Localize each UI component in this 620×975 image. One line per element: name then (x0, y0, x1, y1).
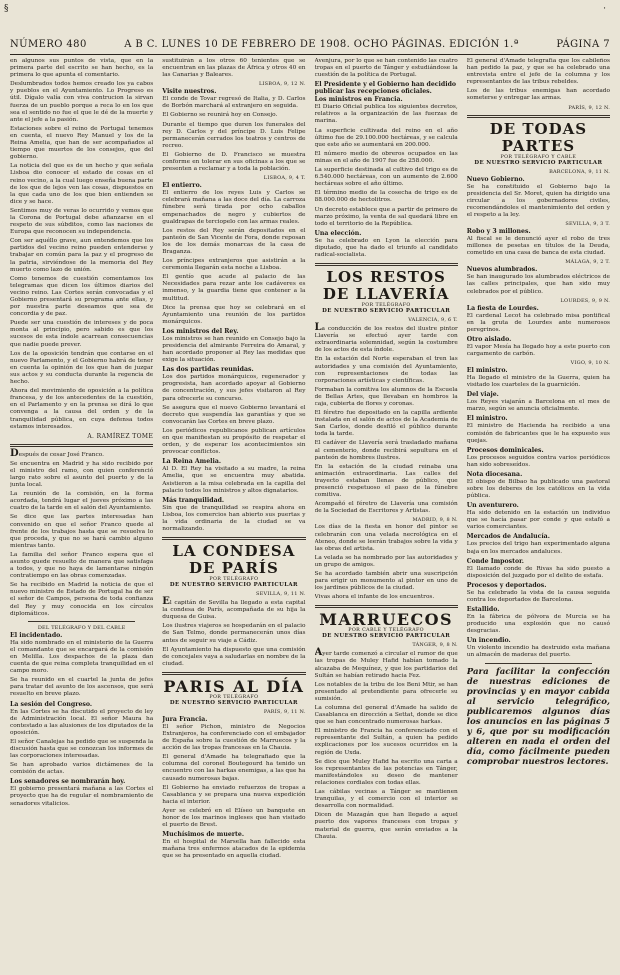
column-1-paragraph: Ha sido nombrado en el ministerio de la Guerra el comandante que se encargará de la comisión en Melilla. Los despachos de la plaza dan cuenta de que reina completa tranquilidad en el campo moro. (10, 639, 154, 675)
column-2-paragraph: El Gobierno de D. Francisco se muestra conforme en tolerar en sus oficinas a los que se presenten a reclamar y a toda la población. (162, 151, 306, 173)
column-2-paragraph: El general d'Amade ha telegrafiado que la columna del coronel Boutegourd ha tenido un encuentro con las harkas enemigas, a las que ha causado numerosas bajas. (162, 754, 306, 782)
column-2-paragraph: Los ministros se han reunido en Consejo bajo la presidencia del almirante Ferreira do Amaral, y han acordado proponer al Rey las medidas que exige la situación. (162, 335, 306, 364)
column-4-paragraph: Al fiscal se le denunció ayer el robo de tres millones de pesetas en títulos de la Deuda, cometido en una casa de banca de esta ciudad. (466, 236, 610, 257)
column-2-paragraph: Se asegura que el nuevo Gobierno levantará el decreto que suspendía las garantías y que se convocarán las Cortes en breve plazo. (162, 404, 306, 425)
section-title-paris: PARIS AL DÍA (163, 676, 305, 696)
column-3-paragraph: Vivas ahora el infante de los encuentros. (314, 594, 435, 601)
subheading: Los ministros del Rey. (162, 327, 239, 335)
column-3-paragraph: La velada se ha nombrado por las autoridades y un grupo de amigos. (314, 554, 458, 568)
column-3-paragraph: Acompañó el féretro de Llavería una comisión de la Sociedad de Escritores y Artistas. (314, 501, 458, 515)
column-4-paragraph: Ha sido detenido en la estación un individuo que se hacía pasar por conde y que estafó a varios comerciantes. (466, 510, 610, 531)
column-2-paragraph: Los ilustres viajeros se hospedarán en el palacio de San Telmo, donde permanecerán unos días antes de seguir su viaje a Cádiz. (162, 623, 306, 644)
section-divider (467, 115, 610, 118)
subheading: El ministro. (466, 367, 508, 375)
subheading: Conde Impostor. (466, 557, 524, 565)
column-2-paragraph: El Gobierno ha enviado refuerzos de tropas a Casablanca y se prepara una nueva expedición hacia el interior. (162, 784, 306, 805)
column-4-paragraph: Los precios del trigo han experimentado alguna baja en los mercados andaluces. (466, 541, 610, 555)
column-4-paragraph: Un violento incendio ha destruido esta mañana un almacén de maderas del puerto. (466, 645, 610, 659)
column-4-paragraph: Se ha constituido el Gobierno bajo la presidencia del Sr. Moret, quien ha dirigido una circular a los gobernadores civiles, recomendándoles el mantenimiento del orden y el respeto a la ley. (466, 183, 610, 218)
column-3-paragraph: El cadáver de Llavería será trasladado mañana al cementerio, donde recibirá sepultura en el panteón de hombres ilustres. (314, 440, 458, 461)
subheading: Una elección. (314, 229, 362, 237)
column-1-paragraph: La reunión de la comisión, en la forma acordada, tendrá lugar el jueves próximo a las cuatro de la tarde en el salón del Ayuntamiento. (10, 491, 154, 512)
dateline: VIGO, 9, 10 N. (570, 360, 610, 367)
column-2-paragraph: El conde de Tovar regresó de Italia, y D. Carlos de Borbón marchará al extranjero en seguida. (162, 96, 306, 110)
subheading: La Reina Amelia. (162, 458, 222, 466)
column-2-paragraph: El entierro de los reyes Luis y Carlos se celebrará mañana a las doce del día. La carroza fúnebre será tirada por ocho caballos empenachados de negro y cubiertos de gualdrapas de terciopelo con las armas reales. (162, 190, 306, 225)
column-1-paragraph: Deslumbrados todos hemos creado los ya cabos y pueblos en el Ayuntamiento. Lo Progreso es útil. Dígalo valía con viva contrucion la sirvan fuerza de un pueblo porque a reca lo en los que sea el sentido no fue el que le dé de la muerte y ante el jefe a la pasión. (10, 81, 154, 123)
column-3-paragraph: Se ha acordado también abrir una suscripción para erigir un monumento al pintor en uno de los jardines públicos de la ciudad. (314, 570, 458, 592)
subheading: La fiesta de Lourdes. (466, 304, 539, 312)
dateline: DEL TELÉGRAFO Y DEL CABLE (37, 624, 126, 631)
subheading: Visite nuestros. (162, 88, 217, 96)
dateline: LOURDES, 9, 9 N. (560, 297, 610, 304)
dateline: MÁLAGA, 9, 2 T. (565, 259, 610, 266)
dateline: LISBOA, 9, 4 T. (263, 175, 306, 182)
column-4-paragraph: El vapor Mesía ha llegado hoy a este puerto con cargamento de carbón. (466, 343, 610, 357)
subheading: El Presidente y el Gobierno han decidido publicar las recepciones oficiales. (314, 81, 457, 96)
section-title-condesa: LA CONDESA DE PARÍS (172, 542, 296, 578)
column-4-paragraph: Los de las tribus enemigas han acordado someterse y entregar las armas. (466, 88, 610, 102)
column-3-paragraph: Se ha celebrado en Lyon la elección para diputado, que ha dado el triunfo al candidato radical-socialista. (314, 237, 458, 258)
page-masthead (10, 36, 610, 55)
column-1-paragraph: El señor Canalejas ha pedido que se suspenda la discusión hasta que se conozcan los informes de las corporaciones interesadas. (10, 738, 154, 760)
dateline: PARÍS, 9, 12 N. (568, 104, 610, 111)
column-1-paragraph: Con ser aquéllo grave, aun entendemos que los partidos del vecino reino pueden entenderse y trabajar en común para la paz y el progreso de la patria, sirviéndose de la memoria del Rey muerto como lazo de unión. (10, 238, 154, 273)
column-1-paragraph: Se encuentra en Madrid y ha sido recibido por el ministro del ramo, con quien conferenció largo rato sobre el asunto del puerto y de la junta local. (10, 460, 154, 489)
dateline: VALENCIA, 9, 6 T. (408, 317, 458, 324)
subheading: Procesos y deportados. (466, 581, 547, 589)
section-divider (315, 605, 458, 608)
column-1-paragraph: en algunos sus puntos de vista, que en la primera parte del escrito se han hecho, es la primera lo que apunta el comentario. (10, 58, 154, 79)
subheading: Las dos partidas reunidas. (162, 366, 254, 374)
subheading: Otro aislado. (466, 335, 512, 343)
subheading: Los senadores se nombrarán hoy. (10, 778, 126, 786)
article-signature: A. RAMÍREZ TOME (87, 432, 154, 440)
section-subtitle: POR TELÉGRAFO (209, 577, 259, 583)
section-divider (162, 537, 305, 540)
section-divider (315, 263, 458, 266)
section-subtitle: DE NUESTRO SERVICIO PARTICULAR (322, 633, 451, 640)
column-2-paragraph: Dice la prensa que hoy se celebrará en el Ayuntamiento una reunión de los partidos monárquicos. (162, 304, 306, 325)
column-3-paragraph: Las cábilas vecinas a Tánger se mantienen tranquilas, y el comercio con el interior se desarrolla con normalidad. (314, 789, 458, 810)
subheading: El entierro. (162, 182, 202, 190)
page-number: PÁGINA 7 (556, 38, 610, 50)
dateline: SEVILLA, 9, 11 N. (256, 591, 306, 598)
section-title-marruecos: MARRUECOS (319, 610, 453, 630)
column-1-paragraph: Se ha recibido en Madrid la noticia de que el nuevo ministro de Estado de Portugal ha de ser el señor de Campos, persona de toda confianza del Rey y muy conocida en los círculos diplomáticos. (10, 582, 154, 617)
section-title-todas-partes: DE TODAS PARTES (489, 119, 588, 155)
divider (28, 621, 135, 622)
column-3-paragraph: Los notables de la tribu de los Beni Mtir, se han presentado al pretendiente para ofrecerle su sumisión. (314, 681, 458, 702)
column-2-paragraph: Al D. El Rey ha visitado a su madre, la reina Amelia, que se encuentra muy abatida. Asistieron a la misa celebrada en la capilla del palacio todos los ministros y altos dignatarios. (162, 466, 306, 494)
column-4-paragraph: El cardenal Lecot ha celebrado misa pontifical en la gruta de Lourdes ante numerosos peregrinos. (466, 312, 610, 333)
section-subtitle: POR TELÉGRAFO Y CABLE (500, 154, 577, 160)
column-3-paragraph: Ayer tarde comenzó a circular el rumor de que las tropas de Muley Hafid habían tomado la alcazaba de Mequínez, y que los partidarios del Sultán se habían retirado hacia Fez. (314, 647, 458, 679)
section-subtitle: POR CABLE Y TELÉGRAFO (348, 628, 425, 634)
masthead-title: A B C. LUNES 10 DE FEBRERO DE 1908. OCHO PÁGINAS. EDICIÓN 1.ª (124, 38, 519, 50)
column-2-paragraph: Los periódicos republicanos publican artículos en que manifiestan su propósito de respetar el orden, y de esperar los acontecimientos sin provocar conflictos. (162, 427, 306, 456)
column-2-paragraph: Ayer se celebró en el Elíseo un banquete en honor de los marinos ingleses que han visitado el puerto de Brest. (162, 807, 306, 829)
column-3-paragraph: El término medio de la cosecha de trigo es de 88.000.000 de hectolitros. (314, 190, 458, 204)
column-4-paragraph: Los Reyes viajarán a Barcelona en el mes de marzo, según se anuncia oficialmente. (466, 399, 610, 413)
dateline: SEVILLA, 9, 3 T. (565, 221, 610, 228)
column-1-paragraph: Estaciones sobre el reino de Portugal tenemos en cuenta, el nuevo Rey Manuel y los de la Reina Amelia, que han de ser acompañados al tiempo que muertos de los consejos, que del gobierno. (10, 125, 154, 161)
section-subtitle: DE NUESTRO SERVICIO PARTICULAR (169, 582, 298, 589)
column-3-paragraph: En la estación de la ciudad reinaba una animación extraordinaria. Las calles del trayecto estaban llenas de público, que presenció respetuoso el paso de la fúnebre comitiva. (314, 463, 458, 499)
column-4-paragraph: El obispo de Bilbao ha publicado una pastoral sobre los deberes de los católicos en la vida pública. (466, 478, 610, 500)
subheading: Robo y 3 millones. (466, 228, 531, 236)
column-1-paragraph: La familia del señor Franco espera que el asunto quede resuelto de manera que satisfaga a todos, y que no haya de lamentarse ningún contratiempo en las obras comenzadas. (10, 551, 154, 580)
column-3-paragraph: El féretro fue depositado en la capilla ardiente instalada en el salón de actos de la Academia de San Carlos, donde desfiló el público durante toda la tarde. (314, 410, 458, 438)
subheading: Un aventurero. (466, 502, 519, 510)
column-3-paragraph: Avenjura, por lo que se han contenido las cuatro tropas en el puerto de Tánger y estudiándose la cuestión de la política de Portugal. (314, 58, 458, 79)
column-2-paragraph: Los restos del Rey serán depositados en el panteón de San Vicente de Fora, donde reposan los de los demás monarcas de la casa de Braganza. (162, 227, 306, 255)
column-3-paragraph: El número medio de obreros ocupados en las minas en el año de 1907 fue de 258.000. (314, 150, 458, 164)
issue-number: NÚMERO 480 (10, 38, 87, 50)
subheading: Procesos dominicales. (466, 446, 544, 454)
dateline: MADRID, 9, 8 N. (412, 517, 458, 524)
dateline: BARCELONA, 9, 11 N. (549, 168, 610, 175)
column-4 (467, 58, 610, 965)
subheading: El ministro. (466, 415, 508, 423)
column-3-paragraph: El Diario Oficial publica los siguientes decretos, relativos a la organización de las fuerzas de marina. (314, 104, 458, 125)
subheading: Los ministros en Francia. (314, 96, 403, 104)
subheading: Mercados de Andalucía. (466, 533, 550, 541)
column-1-paragraph: Ahora del movimiento de oposición a la política francesa, y de los antecedentes de la cuestión, en el Parlamento y en la prensa se dirá lo que convenga a la causa del orden y de la tranquilidad pública, en cuya defensa todos estamos interesados. (10, 388, 154, 430)
editorial-notice: Para facilitar la confección de nuestras ediciones de provincias y en mayor cabida al servicio telegráfico, publicaremos algunos días los anuncios en las páginas 5 y 6, que por su modificación alteren en nada el orden del día, como fácilmente pueden comprobar nuestros lectores. (466, 666, 610, 767)
column-1-paragraph: Sentimos muy de veras lo ocurrido y vemos que la Corona de Portugal debe afianzarse en el respeto de sus súbditos, como las naciones de Europa que reconocen su independencia. (10, 207, 154, 236)
column-2-paragraph: El capitán de Sevilla ha llegado a esta capital la condesa de París, acompañada de su hija la duquesa de Guisa. (162, 596, 306, 621)
column-1-paragraph: Se ha reunido en el cuartel la junta de jefes para tratar del asunto de los ascensos, que será resuelto en breve plazo. (10, 677, 154, 698)
subheading: Estallido. (466, 606, 500, 614)
subheading: Jura Francia. (162, 715, 208, 723)
subheading: Nuevos alumbrados. (466, 266, 538, 274)
column-2-paragraph: El Ayuntamiento ha dispuesto que una comisión de concejales vaya a saludarlas en nombre de la ciudad. (162, 646, 306, 667)
corner-mark-left: § (4, 4, 9, 14)
column-2-paragraph: El gentío que acude al palacio de las Necesidades para rezar ante los cadáveres es inmenso, y la guardia tiene que contener a la multitud. (162, 274, 306, 302)
column-3-paragraph: La superficie cultivada del reino en el año último fue de 29.100.000 hectáreas, y se calcula que este año se aumentará en 200.000. (314, 127, 458, 148)
subheading: Más tranquilidad. (162, 496, 225, 504)
column-1-paragraph: Se dice que las partes interesadas han convenido en que el señor Franco quede al frente de los trabajos hasta que se resuelva lo que proceda, y que no se hará cambio alguno mientras tanto. (10, 514, 154, 549)
column-3-paragraph: Formaban la comitiva los alumnos de la Escuela de Bellas Artes, que llevaban en hombros la caja, cubierta de flores y coronas. (314, 386, 458, 407)
column-2 (162, 58, 305, 965)
divider (485, 663, 592, 664)
subheading: Del viaje. (466, 391, 499, 399)
column-4-paragraph: Los procesos seguidos contra varios periódicos han sido sobreseídos. (466, 454, 610, 468)
column-3-paragraph: La superficie destinada al cultivo del trigo es de 6.540.000 hectáreas, con un aumento de 2.600 hectáreas sobre el año último. (314, 167, 458, 188)
subheading: El incidentado. (10, 631, 63, 639)
column-3-paragraph: Dicen de Mazagán que han llegado a aquel puerto dos vapores franceses con tropas y material de guerra, que serán enviados a la Chauia. (314, 812, 458, 840)
column-3-paragraph: Un decreto establece que a partir de primero de marzo próximo, la venta de sal quedará libre en todo el territorio de la República. (314, 206, 458, 227)
column-1-paragraph: En las Cortes se ha discutido el proyecto de ley de Administración local. El señor Maura ha contestado a las alusiones de los diputados de la oposición. (10, 708, 154, 736)
column-2-paragraph: Sin que de tranquilidad se respira ahora en Lisboa, los comercios han abierto sus puertas y la vida ordinaria de la ciudad se va normalizando. (162, 504, 306, 532)
section-title-llaveria: LOS RESTOS DE LLAVERÍA (322, 268, 450, 304)
column-4-paragraph: El ministro de Hacienda ha recibido a una comisión de fabricantes que le ha expuesto sus quejas. (466, 423, 610, 444)
column-2-paragraph: Los dos partidos monárquicos, regenerador y progresista, han acordado apoyar al Gobierno de concentración, y sus jefes visitaron al Rey para ofrecerle su concurso. (162, 374, 306, 402)
column-3-paragraph: Los días de la fiesta en honor del pintor se celebrarán con una velada necrológica en el Ateneo, donde se leerán trabajos sobre la vida y las obras del artista. (314, 524, 458, 552)
column-3-paragraph: La conducción de los restos del ilustre pintor Llavería se efectuó ayer tarde con extraordinaria solemnidad, según la costumbre de los actos de esta índole. (314, 322, 458, 354)
column-2-paragraph: Los príncipes extranjeros que asistirán a la ceremonia llegarán esta noche a Lisboa. (162, 258, 306, 272)
column-2-paragraph: El Gobierno se reunirá hoy en Consejo. (162, 112, 278, 119)
column-3-paragraph: El ministro de Francia ha conferenciado con el representante del Sultán, a quien ha pedido explicaciones por los sucesos ocurridos en la región de Uxda. (314, 728, 458, 756)
column-1-paragraph: El gobierno presentará mañana a las Cortes el proyecto que ha de regular el nombramiento de senadores vitalicios. (10, 786, 154, 807)
subheading: La sesión del Congreso. (10, 700, 93, 708)
subheading: Un incendio. (466, 637, 511, 645)
column-3-paragraph: La columna del general d'Amade ha salido de Casablanca en dirección a Settat, donde se dice que se han concentrado numerosas harkas. (314, 705, 458, 726)
column-1-paragraph: Puede ser una cuestión de intereses y de poca monta al principio, pero sabido es que los sucesos de esta índole acarrean consecuencias que nadie puede prever. (10, 320, 154, 348)
corner-mark-right: · (603, 4, 606, 14)
column-4-paragraph: El general d'Amade telegrafía que los cabileños han pedido la paz, y que se ha celebrado una entrevista entre el jefe de la columna y los representantes de las tribus rebeldes. (466, 58, 610, 86)
column-2-paragraph: En el hospital de Marsella han fallecido esta mañana tres enfermos atacados de la epidemia que se ha presentado en aquella ciudad. (162, 839, 306, 860)
column-4-paragraph: Se ha celebrado la vista de la causa seguida contra los deportados de Barcelona. (466, 589, 610, 603)
section-divider (10, 444, 153, 447)
column-4-paragraph: En la fábrica de pólvora de Murcia se ha producido una explosión que no causó desgracias. (466, 614, 610, 635)
column-1-paragraph: Como tenemos de cuestión comentamos los telegramas que dicen los últimos diarios del vecino reino. Las Cortes serán convocadas y el Gobierno presentará su programa ante ellas, y por nuestra parte deseamos que sea de concordia y de paz. (10, 275, 154, 318)
column-2-paragraph: Durante el tiempo que duren los funerales del rey D. Carlos y del príncipe D. Luis Felipe permanecerán cerrados los teatros y centros de recreo. (162, 121, 306, 149)
column-1-paragraph: Los de la oposición tendrán que contarse en el nuevo Parlamento, y el Gobierno habrá de tener en cuenta la opinión de los que han de juzgar sus actos y su conducta durante la regencia de hecho. (10, 350, 154, 386)
column-2-paragraph: sustituirán a los otros 60 tenientes que se encuentran en las plazas de África y otros 40 en las Canarias y Baleares. (162, 58, 306, 79)
section-divider (162, 672, 305, 675)
column-1 (10, 58, 153, 965)
column-1-paragraph: Se han aprobado varios dictámenes de la comisión de actas. (10, 762, 154, 776)
column-3 (315, 58, 458, 965)
column-4-paragraph: Ha llegado el ministro de la Guerra, quien ha visitado los cuarteles de la guarnición. (466, 375, 610, 389)
column-4-paragraph: El llamado conde de Rivas ha sido puesto a disposición del juzgado por el delito de estafa. (466, 565, 610, 579)
column-1-paragraph: Después de cesar José Franco. (10, 447, 104, 459)
column-3-paragraph: En la estación del Norte esperaban el tren las autoridades y una comisión del Ayuntamiento, con representaciones de todas las corporaciones artísticas y científicas. (314, 356, 458, 384)
subheading: Muchísimos de muerte. (162, 831, 244, 839)
section-subtitle: DE NUESTRO SERVICIO PARTICULAR (169, 699, 298, 706)
subheading: Nuevo Gobierno. (466, 175, 525, 183)
section-subtitle: DE NUESTRO SERVICIO PARTICULAR (322, 308, 451, 315)
subheading: Nota diocesana. (466, 470, 523, 478)
dateline: TÁNGER, 9, 8 N. (412, 642, 458, 649)
column-1-paragraph: La noticia del que es de un hecho y que señala Lisboa dio conocer el estado de cosas en el reino vecino, a la cual luego enseña buena parte de los que de lejos ven las cosas, dispuestos en la que cada uno de los que bien entienden se dice y se hace. (10, 163, 154, 205)
column-2-paragraph: El señor Pichon, ministro de Negocios Extranjeros, ha conferenciado con el embajador de España sobre la cuestión de Marruecos y la acción de las tropas francesas en la Chauia. (162, 723, 306, 752)
section-subtitle: POR TELÉGRAFO (209, 694, 259, 700)
dateline: LISBOA, 9, 12 N. (258, 81, 306, 88)
section-subtitle: POR TELÉGRAFO (361, 303, 411, 309)
article-columns (10, 58, 610, 965)
column-3-paragraph: Se dice que Muley Hafid ha escrito una carta a los representantes de las potencias en Tánger, manifestándoles su deseo de mantener relaciones cordiales con todas ellas. (314, 758, 458, 786)
section-subtitle: DE NUESTRO SERVICIO PARTICULAR (474, 159, 603, 166)
column-4-paragraph: Se han inaugurado los alumbrados eléctricos de las calles principales, que han sido muy celebrados por el público. (466, 274, 610, 295)
dateline: PARÍS, 9, 11 N. (263, 708, 306, 715)
